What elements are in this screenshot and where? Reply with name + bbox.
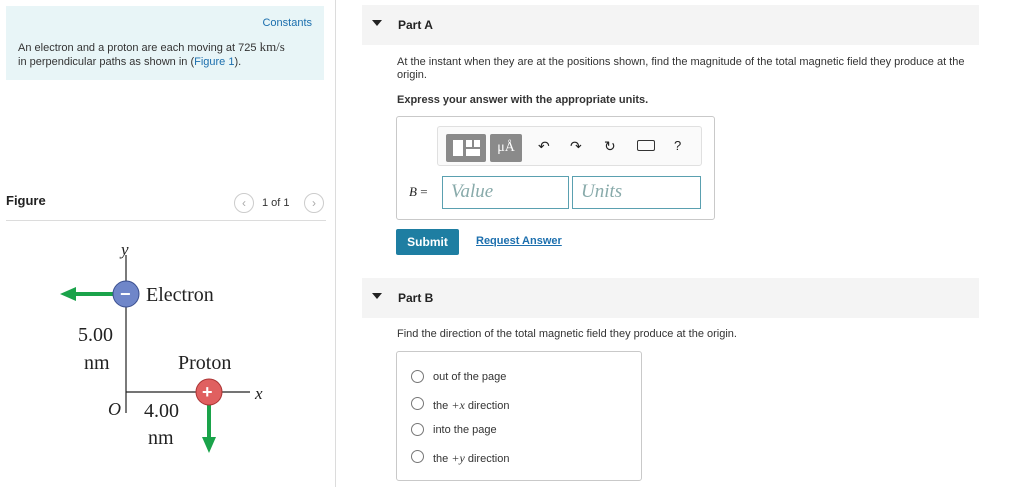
problem-text-end: ).: [234, 56, 242, 68]
problem-text-middle: in perpendicular paths as shown in (: [18, 56, 195, 68]
proton-sign: +: [202, 382, 213, 402]
collapse-triangle-icon[interactable]: [372, 20, 382, 26]
equals-sign: =: [420, 184, 428, 199]
figure-bar: [6, 188, 326, 221]
y-distance-unit: nm: [84, 352, 110, 374]
figure-page-count: 1 of 1: [262, 197, 290, 209]
value-input[interactable]: Value: [442, 176, 569, 209]
option-text-suffix: direction: [464, 400, 510, 412]
collapse-triangle-icon[interactable]: [372, 293, 382, 299]
speed-unit: km/s: [259, 39, 285, 54]
part-b-header[interactable]: [362, 278, 979, 318]
option-label: [433, 451, 509, 466]
undo-icon[interactable]: ↶: [538, 138, 550, 154]
electron-label: Electron: [146, 284, 214, 306]
x-distance-unit: nm: [148, 427, 174, 449]
proton-label: Proton: [178, 352, 232, 374]
option-text: the: [433, 453, 452, 465]
variable-name: B: [409, 184, 417, 199]
problem-statement-box: [6, 6, 324, 80]
electron-sign: −: [120, 284, 131, 304]
units-button[interactable]: μÅ: [490, 134, 522, 162]
radio-button[interactable]: [411, 423, 424, 436]
problem-text: [18, 40, 318, 69]
option-text: out of the page: [433, 371, 507, 383]
option-text: the: [433, 400, 452, 412]
option-text-suffix: direction: [464, 453, 510, 465]
answer-box: [396, 116, 715, 220]
radio-button[interactable]: [411, 450, 424, 463]
part-b-question: Find the direction of the total magnetic field they produce at the origin.: [397, 328, 737, 340]
figure-link[interactable]: Figure 1: [194, 56, 235, 68]
variable-label: [409, 184, 428, 200]
radio-button[interactable]: [411, 397, 424, 410]
submit-button[interactable]: Submit: [396, 229, 459, 255]
units-input[interactable]: Units: [572, 176, 701, 209]
options-box: [396, 351, 642, 481]
y-distance-value: 5.00: [78, 324, 113, 346]
y-axis-label: y: [121, 240, 129, 259]
figure-label: Figure: [6, 193, 46, 208]
templates-icon[interactable]: [446, 134, 486, 162]
figure-diagram: [50, 235, 290, 465]
option-math: +y: [451, 451, 465, 465]
reset-icon[interactable]: ↻: [604, 138, 616, 154]
part-a-instruction: Express your answer with the appropriate units.: [397, 94, 649, 106]
option-label: [433, 398, 509, 413]
keyboard-icon[interactable]: [637, 140, 655, 151]
electron-arrow-head: [60, 287, 76, 301]
option-label: [433, 424, 497, 436]
radio-button[interactable]: [411, 370, 424, 383]
part-a-header[interactable]: [362, 5, 979, 45]
problem-text-start: An electron and a proton are each moving at 725: [18, 42, 257, 54]
option-math: +x: [451, 398, 465, 412]
chevron-right-icon[interactable]: ›: [304, 193, 324, 213]
chevron-left-icon[interactable]: ‹: [234, 193, 254, 213]
help-icon[interactable]: ?: [674, 138, 682, 153]
origin-label: O: [108, 399, 121, 419]
request-answer-link[interactable]: Request Answer: [476, 235, 562, 247]
part-a-question: At the instant when they are at the positions shown, find the magnitude of the total magnetic field they produce at the origin.: [397, 56, 965, 81]
x-axis-label: x: [255, 384, 263, 403]
option-text: into the page: [433, 424, 497, 436]
x-distance-value: 4.00: [144, 400, 179, 422]
proton-arrow-head: [202, 437, 216, 453]
redo-icon[interactable]: ↷: [570, 138, 582, 154]
option-label: [433, 371, 506, 383]
math-toolbar: [437, 126, 702, 166]
left-panel: [0, 0, 336, 487]
part-b-title: Part B: [398, 291, 434, 305]
part-a-title: Part A: [398, 18, 433, 32]
constants-link[interactable]: Constants: [262, 17, 312, 29]
